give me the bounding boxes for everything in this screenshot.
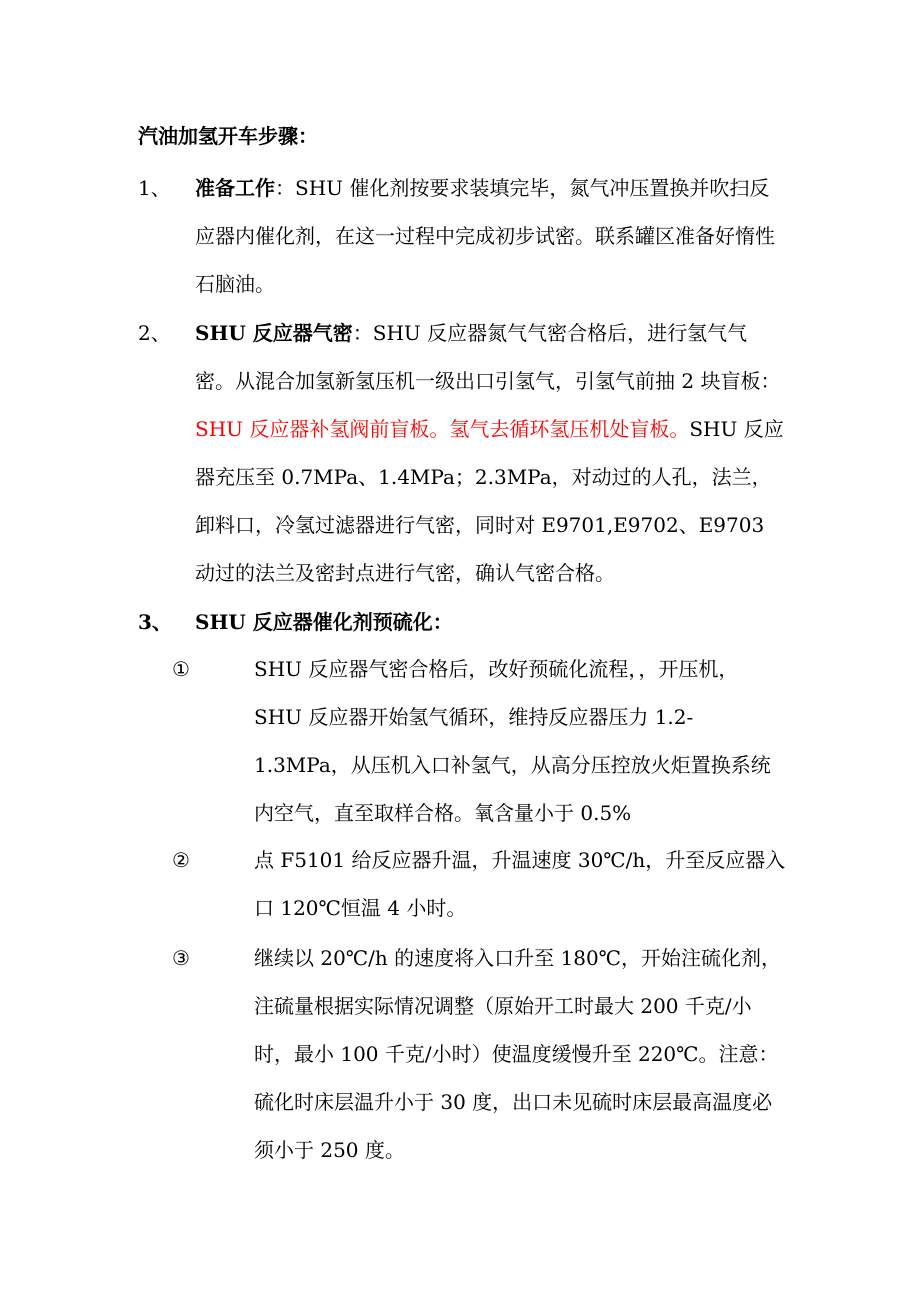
step-heading: SHU 反应器气密 <box>195 321 353 345</box>
step-content <box>195 598 785 646</box>
step-text: SHU 催化剂按要求装填完毕，氮气冲压置换并吹扫反应器内催化剂，在这一过程中完成初步试密。联系罐区准备好惰性石脑油。 <box>195 176 775 296</box>
substep-text: SHU 反应器气密合格后，改好预硫化流程，，开压机，SHU 反应器开始氢气循环，维持反应器压力 1.2-1.3MPa，从压机入口补氢气，从高分压控放火炬置换系统内空气，直至取样合格。氧含量小于 0.5% <box>254 657 771 825</box>
step-number: 2、 <box>138 321 171 345</box>
step-content <box>195 164 785 308</box>
step-content <box>195 309 785 597</box>
substep-marker: ② <box>172 848 190 872</box>
substep-marker: ① <box>172 657 190 681</box>
step-heading: SHU 反应器催化剂预硫化： <box>195 610 453 634</box>
step-number: 3、 <box>138 610 172 634</box>
step-number: 1、 <box>138 176 171 200</box>
step-heading: 准备工作 <box>195 176 275 200</box>
document-title: 汽油加氢开车步骤： <box>138 124 318 148</box>
step-text-after: SHU 反应器充压至 0.7MPa、1.4MPa；2.3MPa，对动过的人孔，法兰，卸料口，冷氢过滤器进行气密，同时对 E9701,E9702、E9703 动过的法兰及密封点进行气密，确认气密合格。 <box>195 417 784 585</box>
substep-marker: ③ <box>172 946 190 970</box>
substep-text: 点 F5101 给反应器升温，升温速度 30℃/h，升至反应器入口 120℃恒温 4 小时。 <box>254 848 786 920</box>
step-separator: ： <box>352 321 373 345</box>
step-text-before: SHU 反应器氮气气密合格后，进行氢气气密。从混合加氢新氢压机一级出口引氢气，引氢气前抽 2 块盲板： <box>195 321 781 393</box>
substep-text: 继续以 20℃/h 的速度将入口升至 180℃，开始注硫化剂，注硫量根据实际情况调整（原始开工时最大 200 千克/小时，最小 100 千克/小时）使温度缓慢升至 220℃。注意：硫化时床层温升小于 30 度，出口未见硫时床层最高温度必须小于 250 度。 <box>254 946 782 1162</box>
step-text-highlight: SHU 反应器补氢阀前盲板。氢气去循环氢压机处盲板。 <box>195 417 690 441</box>
step-separator: ： <box>275 176 295 200</box>
